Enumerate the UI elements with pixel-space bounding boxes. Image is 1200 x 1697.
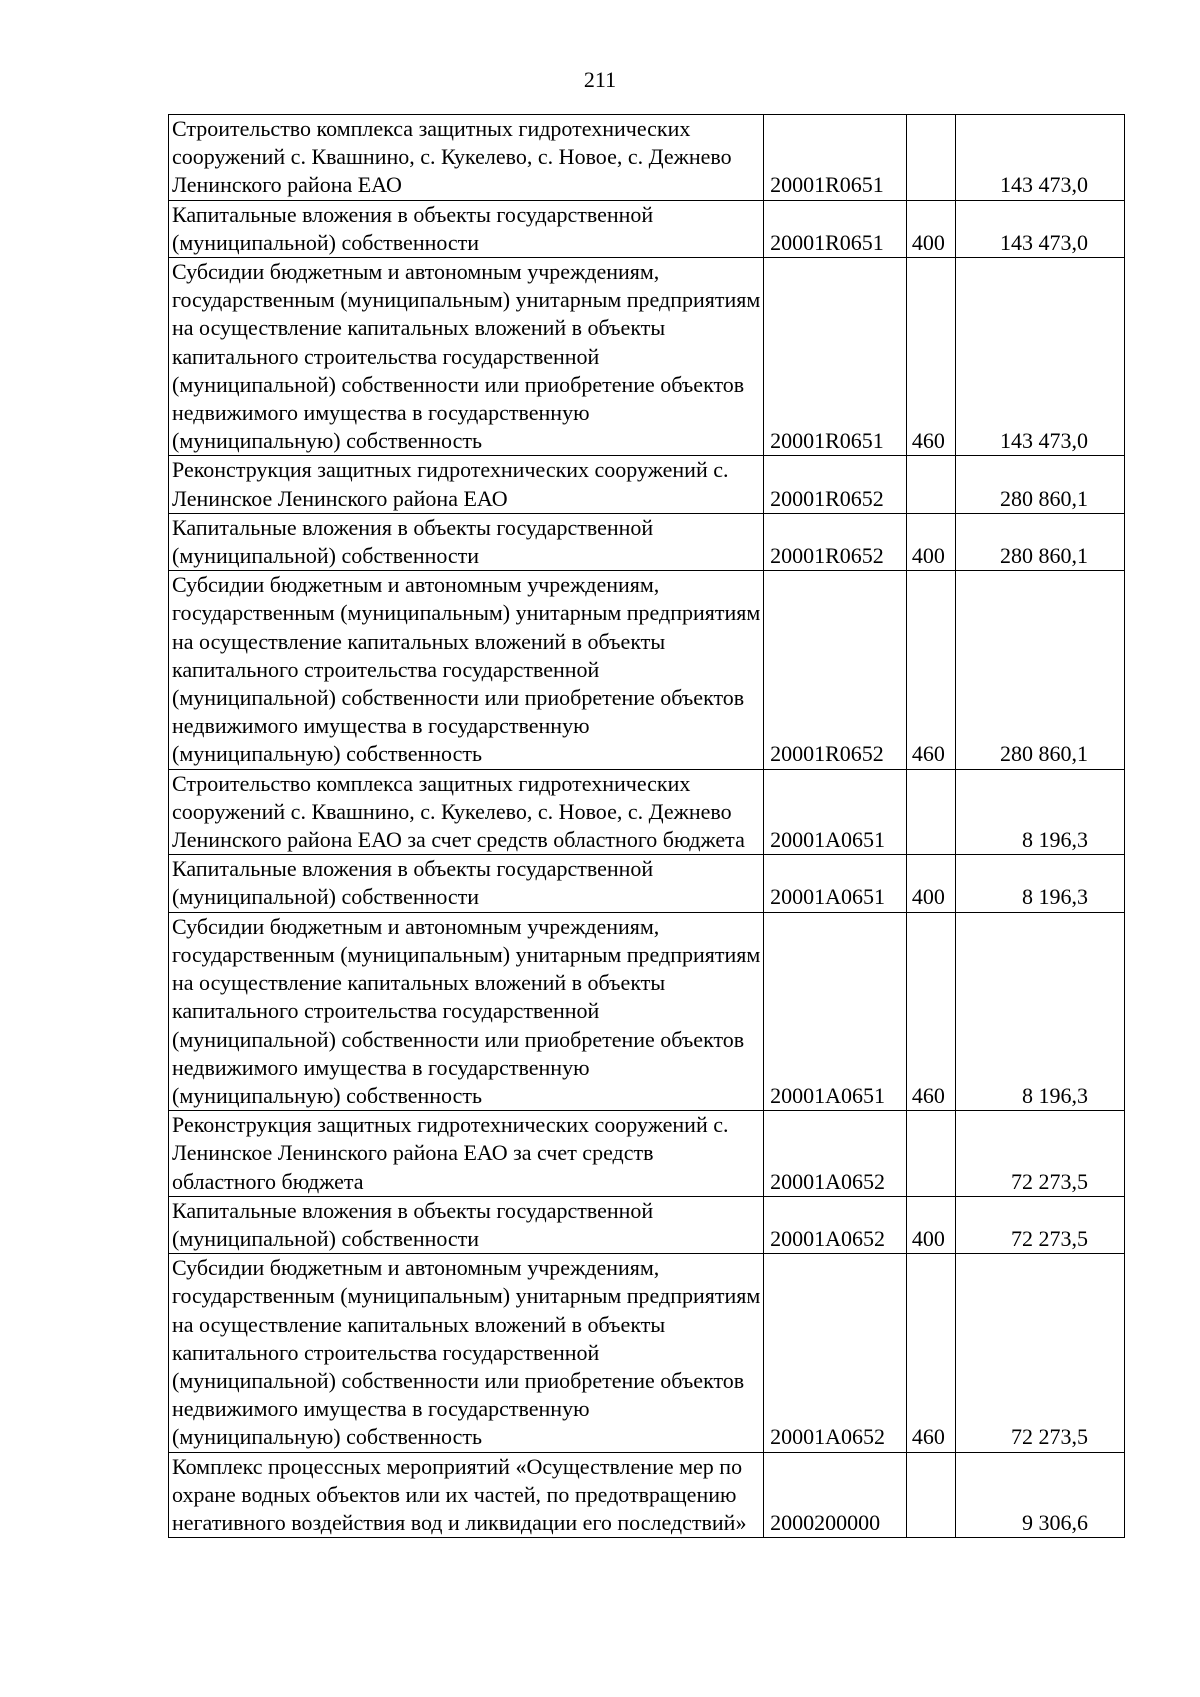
row-expense-type: 460: [906, 1254, 955, 1452]
row-code: 20001A0651: [764, 769, 907, 855]
row-code: 20001R0651: [764, 258, 907, 456]
row-name: Субсидии бюджетным и автономным учреждениям, государственным (муниципальным) унитарным предприятиям на осуществление капитальных вложений в объекты капитального строительства государственной (муниципальной) собственности или приобретение объектов недвижимого имущества в государственную (муниципальную) собственность: [169, 1254, 764, 1452]
row-name: Капитальные вложения в объекты государственной (муниципальной) собственности: [169, 200, 764, 257]
row-amount: 280 860,1: [956, 571, 1125, 769]
row-code: 20001R0651: [764, 115, 907, 201]
row-expense-type: 400: [906, 1196, 955, 1253]
row-amount: 72 273,5: [956, 1111, 1125, 1197]
row-name: Капитальные вложения в объекты государственной (муниципальной) собственности: [169, 1196, 764, 1253]
row-amount: 143 473,0: [956, 200, 1125, 257]
row-amount: 280 860,1: [956, 513, 1125, 570]
row-name: Строительство комплекса защитных гидротехнических сооружений с. Квашнино, с. Кукелево, с. Новое, с. Дежнево Ленинского района ЕАО за счет средств областного бюджета: [169, 769, 764, 855]
row-expense-type: 400: [906, 200, 955, 257]
row-expense-type: 460: [906, 912, 955, 1110]
table-row: [169, 456, 1125, 513]
row-code: 20001A0651: [764, 912, 907, 1110]
row-expense-type: 400: [906, 855, 955, 912]
row-name: Субсидии бюджетным и автономным учреждениям, государственным (муниципальным) унитарным предприятиям на осуществление капитальных вложений в объекты капитального строительства государственной (муниципальной) собственности или приобретение объектов недвижимого имущества в государственную (муниципальную) собственность: [169, 571, 764, 769]
row-name: Субсидии бюджетным и автономным учреждениям, государственным (муниципальным) унитарным предприятиям на осуществление капитальных вложений в объекты капитального строительства государственной (муниципальной) собственности или приобретение объектов недвижимого имущества в государственную (муниципальную) собственность: [169, 912, 764, 1110]
row-amount: 72 273,5: [956, 1196, 1125, 1253]
table-row: [169, 258, 1125, 456]
row-amount: 72 273,5: [956, 1254, 1125, 1452]
row-code: 2000200000: [764, 1452, 907, 1538]
table-row: [169, 200, 1125, 257]
row-code: 20001R0652: [764, 571, 907, 769]
row-amount: 9 306,6: [956, 1452, 1125, 1538]
row-code: 20001A0651: [764, 855, 907, 912]
row-code: 20001A0652: [764, 1254, 907, 1452]
row-amount: 8 196,3: [956, 855, 1125, 912]
table-row: [169, 513, 1125, 570]
row-expense-type: [906, 1452, 955, 1538]
row-code: 20001R0652: [764, 513, 907, 570]
page-number: 211: [583, 67, 617, 92]
row-expense-type: 400: [906, 513, 955, 570]
row-expense-type: 460: [906, 258, 955, 456]
budget-table-body: [169, 115, 1125, 1538]
row-name: Строительство комплекса защитных гидротехнических сооружений с. Квашнино, с. Кукелево, с. Новое, с. Дежнево Ленинского района ЕАО: [169, 115, 764, 201]
row-code: 20001R0651: [764, 200, 907, 257]
table-row: [169, 1111, 1125, 1197]
row-name: Субсидии бюджетным и автономным учреждениям, государственным (муниципальным) унитарным предприятиям на осуществление капитальных вложений в объекты капитального строительства государственной (муниципальной) собственности или приобретение объектов недвижимого имущества в государственную (муниципальную) собственность: [169, 258, 764, 456]
row-code: 20001R0652: [764, 456, 907, 513]
row-expense-type: [906, 456, 955, 513]
table-row: [169, 769, 1125, 855]
table-row: [169, 912, 1125, 1110]
row-expense-type: [906, 1111, 955, 1197]
budget-table: [168, 114, 1125, 1538]
table-row: [169, 1452, 1125, 1538]
row-name: Капитальные вложения в объекты государственной (муниципальной) собственности: [169, 513, 764, 570]
table-row: [169, 1254, 1125, 1452]
table-row: [169, 571, 1125, 769]
row-expense-type: [906, 115, 955, 201]
row-name: Реконструкция защитных гидротехнических сооружений с. Ленинское Ленинского района ЕАО за счет средств областного бюджета: [169, 1111, 764, 1197]
row-name: Комплекс процессных мероприятий «Осуществление мер по охране водных объектов или их частей, по предотвращению негативного воздействия вод и ликвидации его последствий»: [169, 1452, 764, 1538]
row-expense-type: 460: [906, 571, 955, 769]
table-row: [169, 1196, 1125, 1253]
row-code: 20001A0652: [764, 1111, 907, 1197]
row-amount: 280 860,1: [956, 456, 1125, 513]
row-amount: 8 196,3: [956, 912, 1125, 1110]
row-code: 20001A0652: [764, 1196, 907, 1253]
row-name: Капитальные вложения в объекты государственной (муниципальной) собственности: [169, 855, 764, 912]
row-amount: 143 473,0: [956, 258, 1125, 456]
row-amount: 8 196,3: [956, 769, 1125, 855]
table-row: [169, 855, 1125, 912]
table-row: [169, 115, 1125, 201]
row-expense-type: [906, 769, 955, 855]
row-name: Реконструкция защитных гидротехнических сооружений с. Ленинское Ленинского района ЕАО: [169, 456, 764, 513]
row-amount: 143 473,0: [956, 115, 1125, 201]
